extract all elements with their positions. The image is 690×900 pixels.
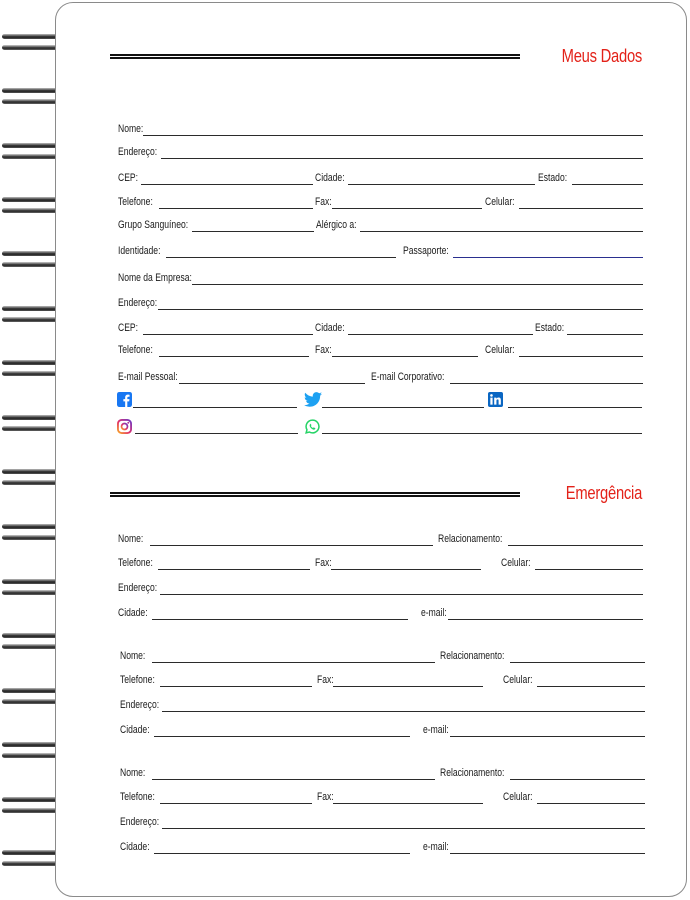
field-label: Fax: xyxy=(315,557,332,569)
field-label: Telefone: xyxy=(118,344,153,356)
celular-line[interactable] xyxy=(535,569,643,570)
field-row xyxy=(118,556,643,570)
field-row-telefone-empresa xyxy=(118,343,643,357)
field-label: Fax: xyxy=(315,344,332,356)
field-label: Passaporte: xyxy=(403,245,449,257)
nome-line[interactable] xyxy=(150,545,433,546)
field-label: Fax: xyxy=(315,196,332,208)
field-nome[interactable] xyxy=(118,122,643,136)
field-row xyxy=(120,790,645,804)
twitter-line[interactable] xyxy=(322,407,484,408)
field-label: Fax: xyxy=(317,791,334,803)
field-nome-empresa[interactable] xyxy=(118,271,643,285)
field-label: Relacionamento: xyxy=(438,533,503,545)
field-row xyxy=(120,815,645,829)
field-label: Estado: xyxy=(535,322,565,334)
cep-line[interactable] xyxy=(143,334,313,335)
field-label: Grupo Sanguíneo: xyxy=(118,219,189,231)
email-pessoal-line[interactable] xyxy=(179,383,365,384)
endereco-line[interactable] xyxy=(162,828,645,829)
cidade-line[interactable] xyxy=(348,334,533,335)
field-row-cep xyxy=(118,171,643,185)
field-label: Celular: xyxy=(503,674,533,686)
header-rule-meus-dados xyxy=(110,54,520,59)
field-label: Nome: xyxy=(120,650,146,662)
field-label: Nome da Empresa: xyxy=(118,272,192,284)
field-row-emails xyxy=(118,370,643,384)
whatsapp-line[interactable] xyxy=(322,433,642,434)
field-label: Endereço: xyxy=(118,582,158,594)
celular-line[interactable] xyxy=(537,686,645,687)
field-label: Endereço: xyxy=(118,297,158,309)
field-label: Alérgico a: xyxy=(316,219,357,231)
field-label: Relacionamento: xyxy=(440,650,505,662)
celular-line[interactable] xyxy=(519,356,643,357)
endereco-line[interactable] xyxy=(162,711,645,712)
field-line[interactable] xyxy=(158,309,643,310)
alergico-line[interactable] xyxy=(360,231,643,232)
field-row xyxy=(120,840,645,854)
relacionamento-line[interactable] xyxy=(510,779,645,780)
field-label: Nome: xyxy=(118,533,144,545)
instagram-icon xyxy=(117,419,132,434)
grupo-sanguineo-line[interactable] xyxy=(192,231,314,232)
email-corporativo-line[interactable] xyxy=(450,383,643,384)
field-label: e-mail: xyxy=(423,724,449,736)
field-label: E-mail Pessoal: xyxy=(118,371,178,383)
field-label: Fax: xyxy=(317,674,334,686)
telefone-line[interactable] xyxy=(158,569,310,570)
celular-line[interactable] xyxy=(537,803,645,804)
field-endereco[interactable] xyxy=(118,145,643,159)
field-row-telefone xyxy=(118,195,643,209)
cidade-line[interactable] xyxy=(152,619,408,620)
linkedin-line[interactable] xyxy=(508,407,642,408)
field-row-identidade xyxy=(118,244,643,258)
field-label: e-mail: xyxy=(421,607,447,619)
field-row xyxy=(120,766,645,780)
fax-line[interactable] xyxy=(332,208,482,209)
field-label: Identidade: xyxy=(118,245,161,257)
field-label: Celular: xyxy=(485,344,515,356)
field-label: Cidade: xyxy=(118,607,148,619)
field-label: Endereço: xyxy=(120,816,160,828)
whatsapp-icon xyxy=(305,419,320,434)
field-row xyxy=(118,606,643,620)
field-label: Cidade: xyxy=(315,322,345,334)
field-label: Cidade: xyxy=(120,724,150,736)
field-label: Celular: xyxy=(503,791,533,803)
facebook-icon xyxy=(117,392,132,407)
field-row xyxy=(120,649,645,663)
field-endereco-empresa[interactable] xyxy=(118,296,643,310)
fax-line[interactable] xyxy=(333,803,483,804)
linkedin-icon xyxy=(488,392,503,407)
field-row xyxy=(118,581,643,595)
header-rule-emergencia xyxy=(110,492,520,497)
field-label: CEP: xyxy=(118,322,139,334)
endereco-line[interactable] xyxy=(160,594,643,595)
cidade-line[interactable] xyxy=(348,184,535,185)
facebook-line[interactable] xyxy=(133,407,297,408)
field-label: Celular: xyxy=(501,557,531,569)
field-label: E-mail Corporativo: xyxy=(371,371,445,383)
field-label: Telefone: xyxy=(118,557,153,569)
email-line[interactable] xyxy=(450,736,645,737)
field-label: e-mail: xyxy=(423,841,449,853)
field-row xyxy=(120,673,645,687)
field-label: Nome: xyxy=(118,123,144,135)
email-line[interactable] xyxy=(450,853,645,854)
field-line[interactable] xyxy=(161,158,643,159)
field-label: Nome: xyxy=(120,767,146,779)
field-label: Estado: xyxy=(538,172,568,184)
field-label: Celular: xyxy=(485,196,515,208)
passaporte-line[interactable] xyxy=(453,257,643,258)
telefone-line[interactable] xyxy=(159,356,309,357)
field-label: Telefone: xyxy=(120,674,155,686)
field-row-grupo xyxy=(118,218,643,232)
field-row-cep-empresa xyxy=(118,321,643,335)
cidade-line[interactable] xyxy=(154,736,410,737)
section-title-meus-dados: Meus Dados xyxy=(561,46,642,66)
telefone-line[interactable] xyxy=(160,803,312,804)
field-label: Telefone: xyxy=(120,791,155,803)
telefone-line[interactable] xyxy=(160,686,312,687)
estado-line[interactable] xyxy=(567,334,643,335)
field-label: Endereço: xyxy=(120,699,160,711)
fax-line[interactable] xyxy=(333,686,483,687)
email-line[interactable] xyxy=(448,619,643,620)
relacionamento-line[interactable] xyxy=(510,662,645,663)
celular-line[interactable] xyxy=(519,208,643,209)
field-label: Relacionamento: xyxy=(440,767,505,779)
notebook-page xyxy=(55,2,687,897)
field-row xyxy=(118,532,643,546)
field-label: Cidade: xyxy=(120,841,150,853)
instagram-line[interactable] xyxy=(135,433,298,434)
nome-line[interactable] xyxy=(152,662,435,663)
fax-line[interactable] xyxy=(331,569,481,570)
twitter-icon xyxy=(304,392,322,407)
relacionamento-line[interactable] xyxy=(508,545,643,546)
field-label: CEP: xyxy=(118,172,139,184)
identidade-line[interactable] xyxy=(166,257,396,258)
nome-line[interactable] xyxy=(152,779,435,780)
fax-line[interactable] xyxy=(332,356,478,357)
field-label: Endereço: xyxy=(118,146,158,158)
field-label: Cidade: xyxy=(315,172,345,184)
field-label: Telefone: xyxy=(118,196,153,208)
estado-line[interactable] xyxy=(572,184,643,185)
field-row xyxy=(120,723,645,737)
section-title-emergencia: Emergência xyxy=(565,483,642,503)
field-line[interactable] xyxy=(143,135,643,136)
cidade-line[interactable] xyxy=(154,853,410,854)
field-row xyxy=(120,698,645,712)
cep-line[interactable] xyxy=(141,184,313,185)
field-line[interactable] xyxy=(192,284,643,285)
telefone-line[interactable] xyxy=(159,208,313,209)
